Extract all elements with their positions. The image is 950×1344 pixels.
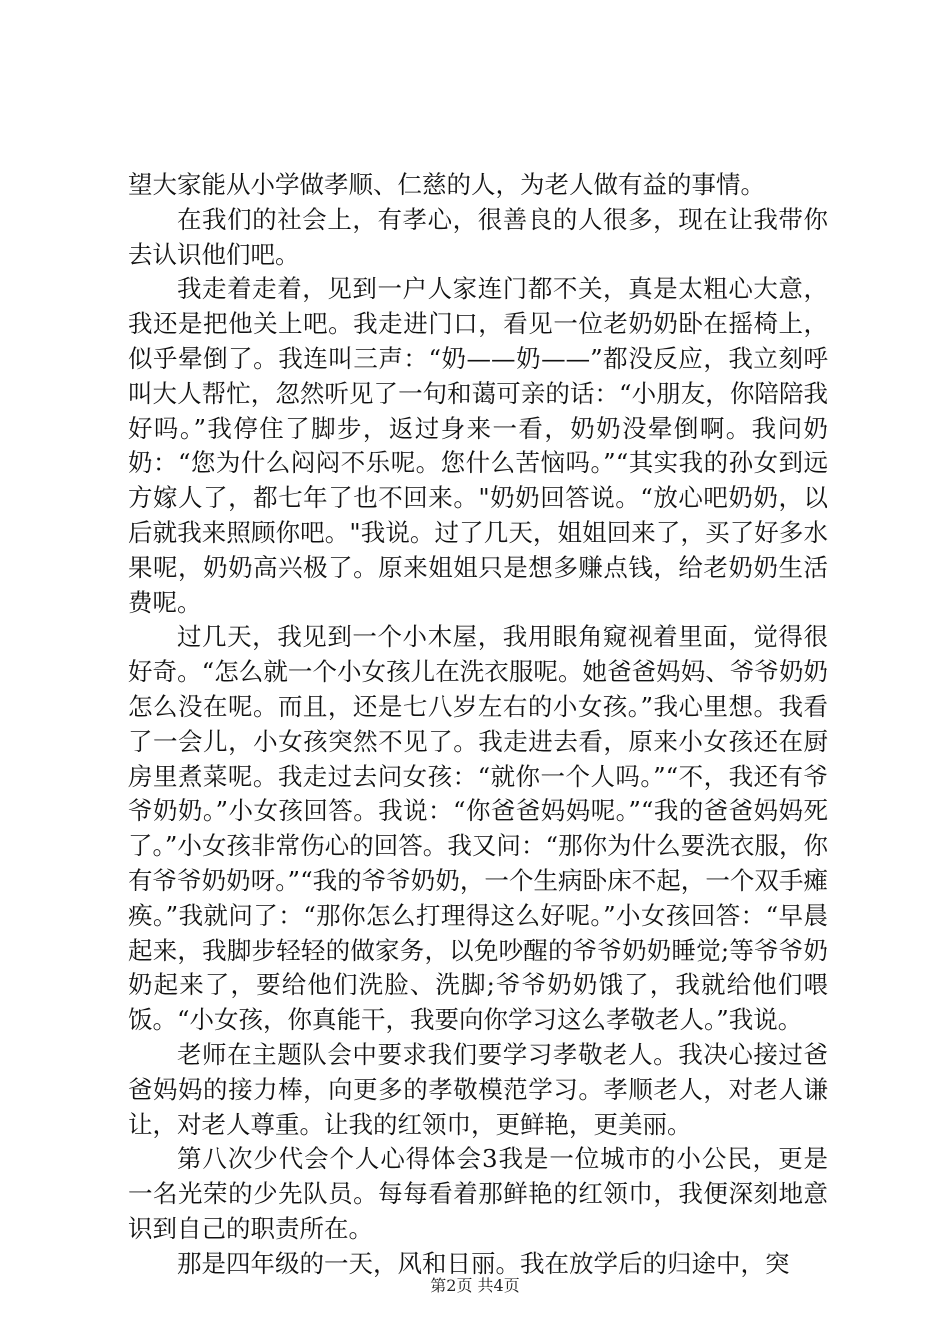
paragraph-5: 老师在主题队会中要求我们要学习孝敬老人。我决心接过爸爸妈妈的接力棒，向更多的孝敬模范学习。孝顺老人，对老人谦让，对老人尊重。让我的红领巾，更鲜艳，更美丽。 [128,1039,828,1139]
paragraph-7: 那是四年级的一天，风和日丽。我在放学后的归途中，突 [177,1248,790,1278]
paragraph-4: 过几天，我见到一个小木屋，我用眼角窥视着里面，觉得很好奇。“怎么就一个小女孩儿在洗衣服呢。她爸爸妈妈、爷爷奶奶怎么没在呢。而且，还是七八岁左右的小女孩。”我心里想。我看了一会儿，小女孩突然不见了。我走进去看，原来小女孩还在厨房里煮菜呢。我走过去问女孩：“就你一个人吗。”“不，我还有爷爷奶奶。”小女孩回答。我说：“你爸爸妈妈呢。”“我的爸爸妈妈死了。”小女孩非常伤心的回答。我又问：“那你为什么要洗衣服，你有爷爷奶奶呀。”“我的爷爷奶奶，一个生病卧床不起，一个双手瘫痪。”我就问了：“那你怎么打理得这么好呢。”小女孩回答：“早晨起来，我脚步轻轻的做家务，以免吵醒的爷爷奶奶睡觉;等爷爷奶奶起来了，要给他们洗脸、洗脚;爷爷奶奶饿了，我就给他们喂饭。“小女孩，你真能干，我要向你学习这么孝敬老人。”我说。 [128,622,828,1035]
paragraph-2: 在我们的社会上，有孝心，很善良的人很多，现在让我带你去认识他们吧。 [128,204,828,269]
paragraph-1: 望大家能从小学做孝顺、仁慈的人，为老人做有益的事情。 [128,170,765,199]
page-footer [0,1275,950,1297]
paragraph-6: 第八次少代会个人心得体会3我是一位城市的小公民，更是一名光荣的少先队员。每每看着那鲜艳的红领巾，我便深刻地意识到自己的职责所在。 [128,1144,828,1243]
paragraph-3: 我走着走着，见到一户人家连门都不关，真是太粗心大意，我还是把他关上吧。我走进门口，看见一位老奶奶卧在摇椅上，似乎晕倒了。我连叫三声：“奶——奶——”都没反应，我立刻呼叫大人帮忙，忽然听见了一句和蔼可亲的话：“小朋友，你陪陪我好吗。”我停住了脚步，返过身来一看，奶奶没晕倒啊。我问奶奶：“您为什么闷闷不乐呢。您什么苦恼吗。”“其实我的孙女到远方嫁人了，都七年了也不回来。"奶奶回答说。“放心吧奶奶，以后就我来照顾你吧。"我说。过了几天，姐姐回来了，买了好多水果呢，奶奶高兴极了。原来姐姐只是想多赚点钱，给老奶奶生活费呢。 [128,274,828,617]
document-body [128,168,828,1282]
page-number: 第2页 [430,1276,473,1295]
page-total: 共4页 [477,1276,520,1295]
